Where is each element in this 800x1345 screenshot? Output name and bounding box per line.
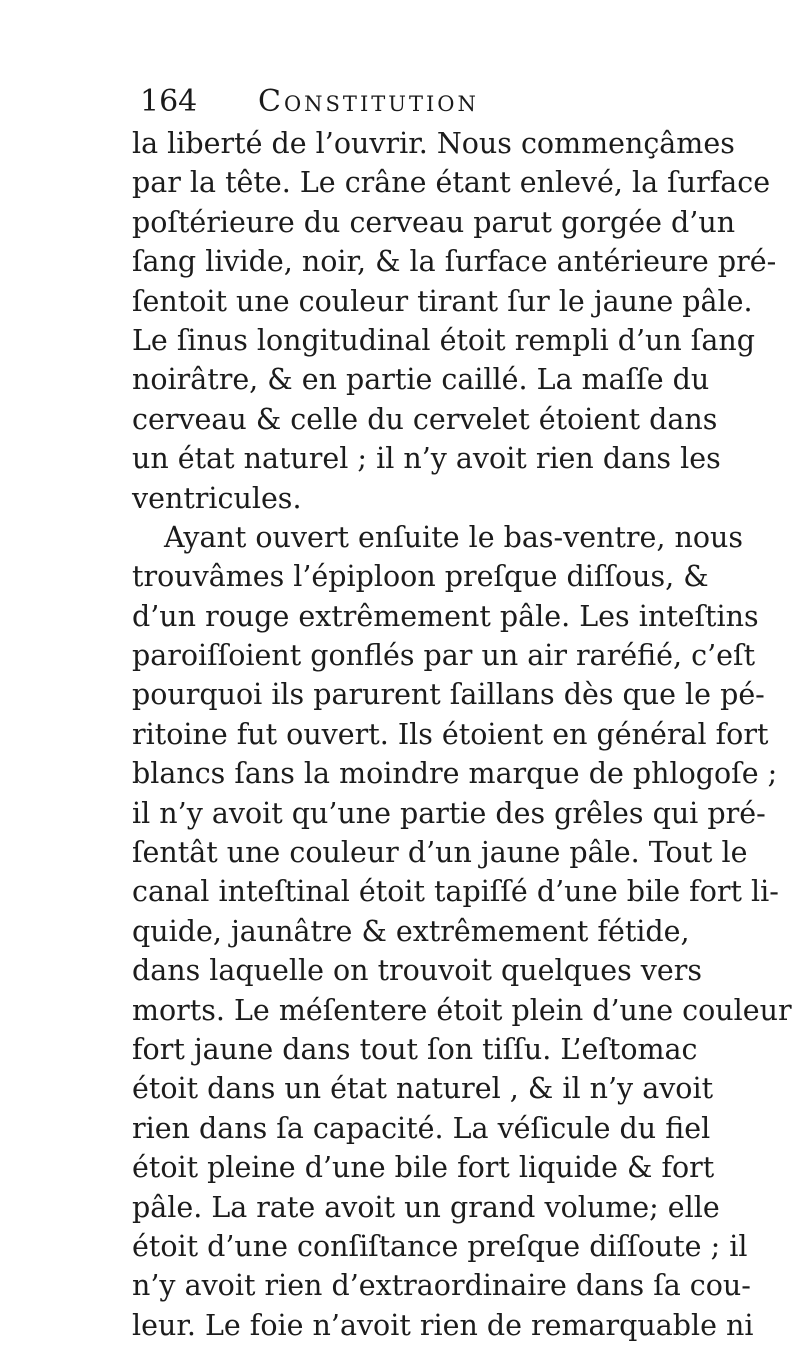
text-line: ventricules. [132,481,302,515]
text-line: ritoine fut ouvert. Ils étoient en général fort [132,717,769,751]
text-line: ſang livide, noir, & la ſurface antérieure pré- [132,245,777,279]
text-line: fort jaune dans tout ſon tiſſu. L’eſtomac [132,1032,698,1066]
text-line: dans laquelle on trouvoit quelques vers [132,954,702,988]
text-line: pâle. La rate avoit un grand volume; elle [132,1190,720,1224]
text-line: trouvâmes l’épiploon preſque diſſous, & [132,560,709,594]
text-line: la liberté de l’ouvrir. Nous commençâmes [132,127,735,160]
text-line: par la tête. Le crâne étant enlevé, la ſurface [132,166,771,200]
text-line: Le ſinus longitudinal étoit rempli d’un ſang [132,323,755,357]
text-line: leur. Le foie n’avoit rien de remarquable ni [132,1308,754,1342]
text-line: n’y avoit rien d’extraordinaire dans ſa cou- [132,1269,751,1303]
text-line: rien dans ſa capacité. La véſicule du fiel [132,1111,711,1145]
text-line: il n’y avoit qu’une partie des grêles qui pré- [132,796,766,830]
text-line: poſtérieure du cerveau parut gorgée d’un [132,205,736,239]
text-line: paroiſſoient gonflés par un air raréfié, c’eſt [132,639,756,673]
text-line: Ayant ouvert enſuite le bas-ventre, nous [164,520,744,554]
body-text [132,124,792,1345]
text-line: blancs ſans la moindre marque de phlogoſe ; [132,757,778,791]
text-line: morts. Le méſentere étoit plein d’une couleur [132,993,792,1027]
text-line: noirâtre, & en partie caillé. La maſſe du [132,363,710,397]
text-line: d’un rouge extrêmement pâle. Les inteſtins [132,599,759,633]
text-line: un état naturel ; il n’y avoit rien dans les [132,442,721,476]
text-line: étoit d’une conſiſtance preſque diſſoute ; il [132,1229,748,1263]
text-line: cerveau & celle du cervelet étoient dans [132,402,718,436]
text-line: étoit pleine d’une bile fort liquide & fort [132,1151,715,1185]
text-line: ſentât une couleur d’un jaune pâle. Tout le [132,836,748,870]
page-header [140,80,680,124]
text-line: ſentoit une couleur tirant ſur le jaune pâle. [132,284,753,318]
text-line: pourquoi ils parurent ſaillans dès que le pé- [132,678,765,712]
text-line: quide, jaunâtre & extrêmement fétide, [132,914,690,948]
text-line: étoit dans un état naturel , & il n’y avoit [132,1072,714,1106]
page-number: 164 [140,84,198,119]
running-title: Constitution [258,84,479,119]
text-line: canal inteſtinal étoit tapiſſé d’une bile fort li- [132,875,779,909]
